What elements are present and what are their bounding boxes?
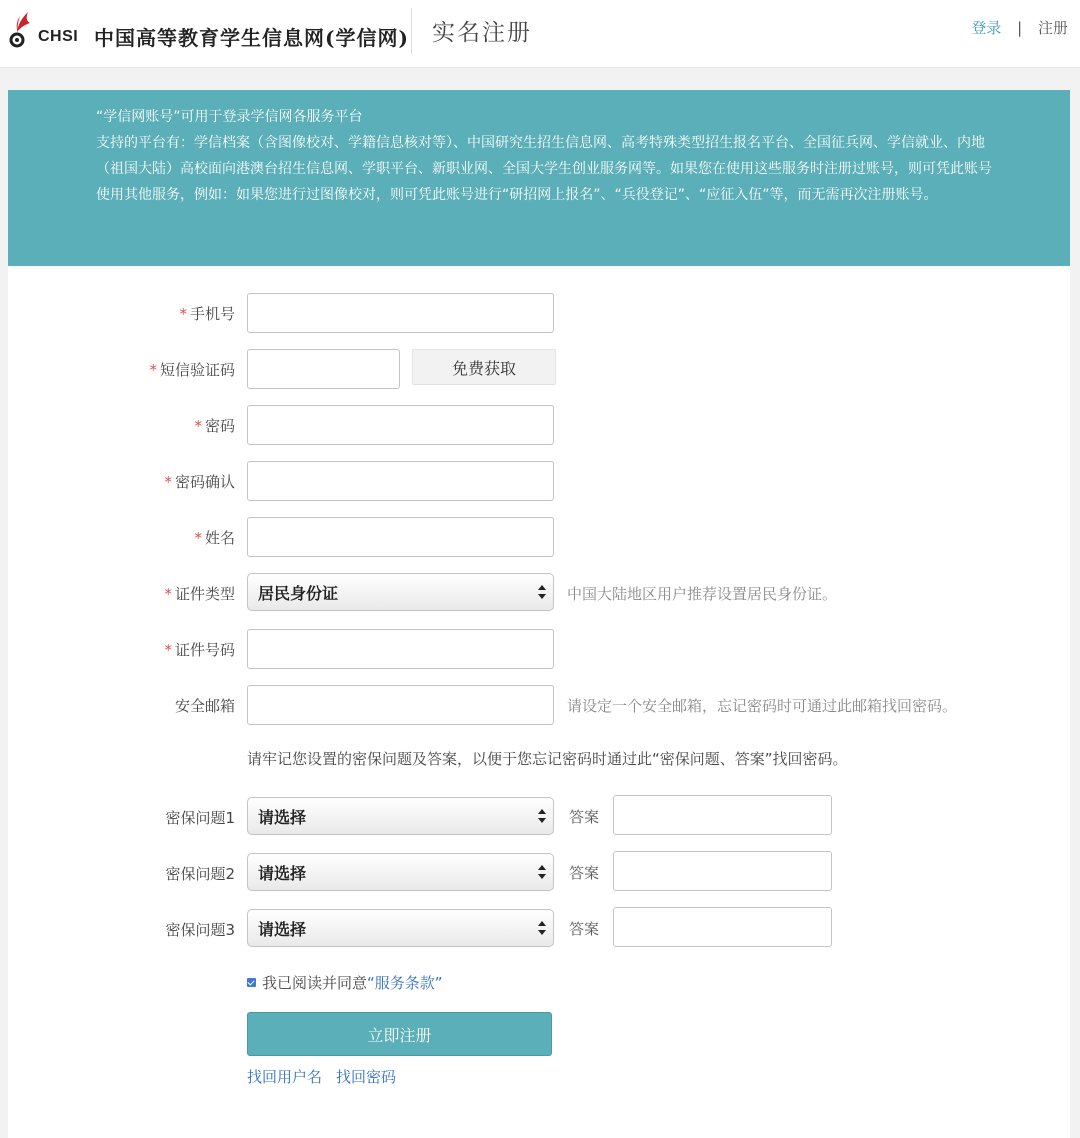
notice-title: “学信网账号”可用于登录学信网各服务平台	[96, 109, 363, 125]
chsi-logo[interactable]	[8, 10, 84, 50]
name-label: * 姓名	[194, 529, 235, 547]
required-mark: *	[164, 473, 172, 491]
phone-label: * 手机号	[179, 305, 235, 323]
question-value: 请选择	[258, 807, 307, 827]
login-link[interactable]: 登录	[971, 19, 1002, 37]
find-username-link[interactable]: 找回用户名	[247, 1068, 323, 1086]
find-password-link[interactable]: 找回密码	[336, 1068, 397, 1086]
top-links	[971, 17, 1068, 38]
chsi-logo-icon	[8, 10, 38, 48]
id-type-label: * 证件类型	[164, 585, 235, 603]
sms-code-input[interactable]	[247, 349, 400, 389]
site-name[interactable]: 中国高等教育学生信息网(学信网)	[94, 26, 409, 50]
header	[0, 0, 1080, 68]
logo-text: CHSI	[38, 28, 79, 45]
required-mark: *	[194, 417, 202, 435]
question-select-2[interactable]	[247, 853, 554, 891]
question-value: 请选择	[258, 863, 307, 883]
question-label: 密保问题2	[165, 865, 235, 883]
register-link[interactable]: 注册	[1037, 19, 1068, 37]
name-row	[8, 517, 1070, 557]
phone-row	[8, 293, 1070, 333]
question-label: 密保问题1	[165, 809, 235, 827]
agree-text: 我已阅读并同意	[262, 974, 368, 992]
question-row-2	[8, 853, 1070, 893]
password-confirm-input[interactable]	[247, 461, 554, 501]
get-sms-code-button[interactable]: 免费获取	[412, 349, 556, 385]
link-separator: |	[1017, 19, 1023, 37]
question-select-3[interactable]	[247, 909, 554, 947]
sms-row	[8, 349, 1070, 389]
answer-label: 答案	[569, 920, 600, 938]
password-input[interactable]	[247, 405, 554, 445]
sms-label: * 短信验证码	[149, 361, 235, 379]
question-value: 请选择	[258, 919, 307, 939]
id-number-row	[8, 629, 1070, 669]
register-button[interactable]: 立即注册	[247, 1012, 552, 1056]
select-arrows-icon	[537, 583, 547, 601]
answer-input-3[interactable]	[613, 907, 832, 947]
answer-input-1[interactable]	[613, 795, 832, 835]
id-number-label: * 证件号码	[164, 641, 235, 659]
question-label: 密保问题3	[165, 921, 235, 939]
email-input[interactable]	[247, 685, 554, 725]
answer-label: 答案	[569, 808, 600, 826]
name-input[interactable]	[247, 517, 554, 557]
required-mark: *	[149, 361, 157, 379]
select-arrows-icon	[537, 807, 547, 825]
id-type-hint: 中国大陆地区用户推荐设置居民身份证。	[567, 585, 838, 603]
id-type-value: 居民身份证	[258, 583, 339, 603]
required-mark: *	[164, 641, 172, 659]
main-panel	[8, 90, 1070, 1138]
answer-input-2[interactable]	[613, 851, 832, 891]
question-row-1	[8, 797, 1070, 837]
email-row	[8, 685, 1070, 725]
agree-checkbox[interactable]	[247, 978, 256, 987]
phone-input[interactable]	[247, 293, 554, 333]
password-confirm-row	[8, 461, 1070, 501]
select-arrows-icon	[537, 863, 547, 881]
password-label: * 密码	[194, 417, 235, 435]
question-select-1[interactable]	[247, 797, 554, 835]
email-hint: 请设定一个安全邮箱，忘记密码时可通过此邮箱找回密码。	[567, 697, 958, 715]
email-label: 安全邮箱	[174, 697, 235, 715]
id-type-row	[8, 573, 1070, 613]
recovery-links	[247, 1066, 410, 1087]
password-confirm-label: * 密码确认	[164, 473, 235, 491]
terms-link[interactable]: “服务条款”	[367, 974, 443, 992]
required-mark: *	[194, 529, 202, 547]
security-note: 请牢记您设置的密保问题及答案，以便于您忘记密码时通过此“密保问题、答案”找回密码。	[247, 750, 848, 768]
notice-banner	[8, 90, 1070, 266]
answer-label: 答案	[569, 864, 600, 882]
agree-row	[247, 972, 443, 993]
id-type-select[interactable]	[247, 573, 554, 611]
id-number-input[interactable]	[247, 629, 554, 669]
header-divider	[411, 8, 412, 54]
page-title: 实名注册	[432, 20, 532, 46]
notice-body: 支持的平台有：学信档案（含图像校对、学籍信息核对等）、中国研究生招生信息网、高考特殊类型招生报名平台、全国征兵网、学信就业、内地（祖国大陆）高校面向港澳台招生信息网、学职平台、新职业网、全国大学生创业服务网等。如果您在使用这些服务时注册过账号，则可凭此账号使用其他服务，例如：如果您进行过图像校对，则可凭此账号进行“研招网上报名”、“兵役登记”、“应征入伍”等，而无需再次注册账号。	[96, 135, 992, 203]
required-mark: *	[179, 305, 187, 323]
question-row-3	[8, 909, 1070, 949]
required-mark: *	[164, 585, 172, 603]
password-row	[8, 405, 1070, 445]
select-arrows-icon	[537, 919, 547, 937]
